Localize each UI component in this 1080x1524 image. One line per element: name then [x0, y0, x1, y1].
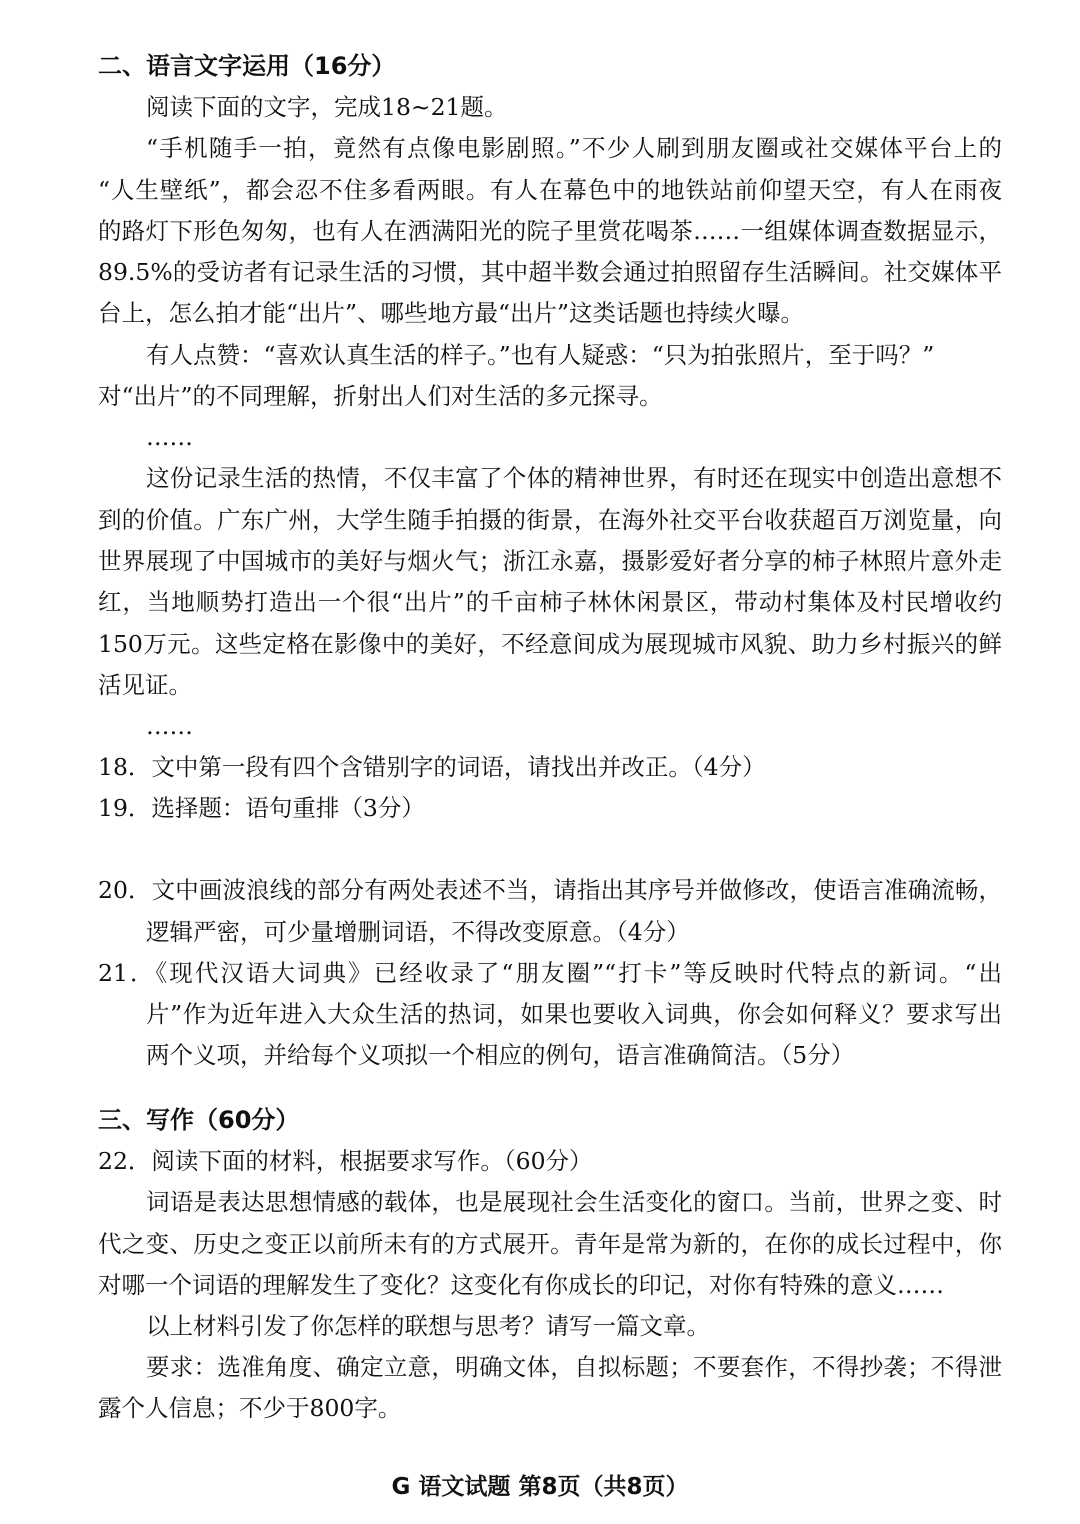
material-line: 对哪一个词语的理解发生了变化？这变化有你成长的印记，对你有特殊的意义……	[98, 1271, 944, 1299]
requirements-line: 露个人信息；不少于800字。	[98, 1394, 402, 1422]
passage-line: 有人点赞：“喜欢认真生活的样子。”也有人疑惑：“只为拍张照片，至于吗？”	[146, 341, 935, 369]
ellipsis-marker: ……	[146, 712, 193, 740]
passage-line: 活见证。	[98, 671, 192, 699]
passage-line: 台上，怎么拍才能“出片”、哪些地方最“出片”这类话题也持续火曝。	[98, 299, 805, 327]
passage-line: 对“出片”的不同理解，折射出人们对生活的多元探寻。	[98, 382, 663, 410]
requirements-line: 要求：选准角度、确定立意，明确文体，自拟标题；不要套作，不得抄袭；不得泄	[146, 1353, 1002, 1381]
passage-line: 世界展现了中国城市的美好与烟火气；浙江永嘉，摄影爱好者分享的柿子林照片意外走	[98, 547, 1002, 575]
material-line: 代之变、历史之变正以前所未有的方式展开。青年是常为新的，在你的成长过程中，你	[98, 1230, 1002, 1258]
question-21-cont: 两个义项，并给每个义项拟一个相应的例句，语言准确简洁。（5分）	[146, 1041, 855, 1069]
page-footer: G 语文试题 第8页（共8页）	[391, 1474, 689, 1500]
passage-line: 89.5%的受访者有记录生活的习惯，其中超半数会通过拍照留存生活瞬间。社交媒体平	[98, 258, 1002, 286]
passage-line: 到的价值。广东广州，大学生随手拍摄的街景，在海外社交平台收获超百万浏览量，向	[98, 506, 1002, 534]
ellipsis-marker: ……	[146, 423, 193, 451]
passage-line: 的路灯下形色匆匆，也有人在洒满阳光的院子里赏花喝茶……一组媒体调查数据显示，	[98, 217, 1002, 245]
question-21-cont: 片”作为近年进入大众生活的热词，如果也要收入词典，你会如何释义？要求写出	[146, 1000, 1002, 1028]
question-20: 20．文中画波浪线的部分有两处表述不当，请指出其序号并做修改，使语言准确流畅，	[98, 876, 1002, 904]
passage-line: 150万元。这些定格在影像中的美好，不经意间成为展现城市风貌、助力乡村振兴的鲜	[98, 630, 1002, 658]
question-19: 19．选择题：语句重排（3分）	[98, 794, 425, 822]
question-18: 18．文中第一段有四个含错别字的词语，请找出并改正。（4分）	[98, 753, 766, 781]
question-21: 21．《现代汉语大词典》已经收录了“朋友圈”“打卡”等反映时代特点的新词。“出	[98, 959, 1002, 987]
passage-line: “手机随手一拍，竟然有点像电影剧照。”不少人刷到朋友圈或社交媒体平台上的	[146, 134, 1002, 162]
question-22: 22．阅读下面的材料，根据要求写作。（60分）	[98, 1147, 593, 1175]
passage-line: “人生壁纸”，都会忍不住多看两眼。有人在幕色中的地铁站前仰望天空，有人在雨夜	[98, 176, 1002, 204]
section-2-heading: 二、语言文字运用（16分）	[98, 52, 396, 80]
writing-prompt: 以上材料引发了你怎样的联想与思考？请写一篇文章。	[146, 1312, 710, 1340]
passage-line: 这份记录生活的热情，不仅丰富了个体的精神世界，有时还在现实中创造出意想不	[146, 464, 1002, 492]
material-line: 词语是表达思想情感的载体，也是展现社会生活变化的窗口。当前，世界之变、时	[146, 1188, 1002, 1216]
section-3-heading: 三、写作（60分）	[98, 1106, 300, 1134]
passage-line: 红，当地顺势打造出一个很“出片”的千亩柿子林休闲景区，带动村集体及村民增收约	[98, 588, 1002, 616]
reading-instruction: 阅读下面的文字，完成18~21题。	[146, 93, 508, 121]
question-20-cont: 逻辑严密，可少量增删词语，不得改变原意。（4分）	[146, 918, 690, 946]
